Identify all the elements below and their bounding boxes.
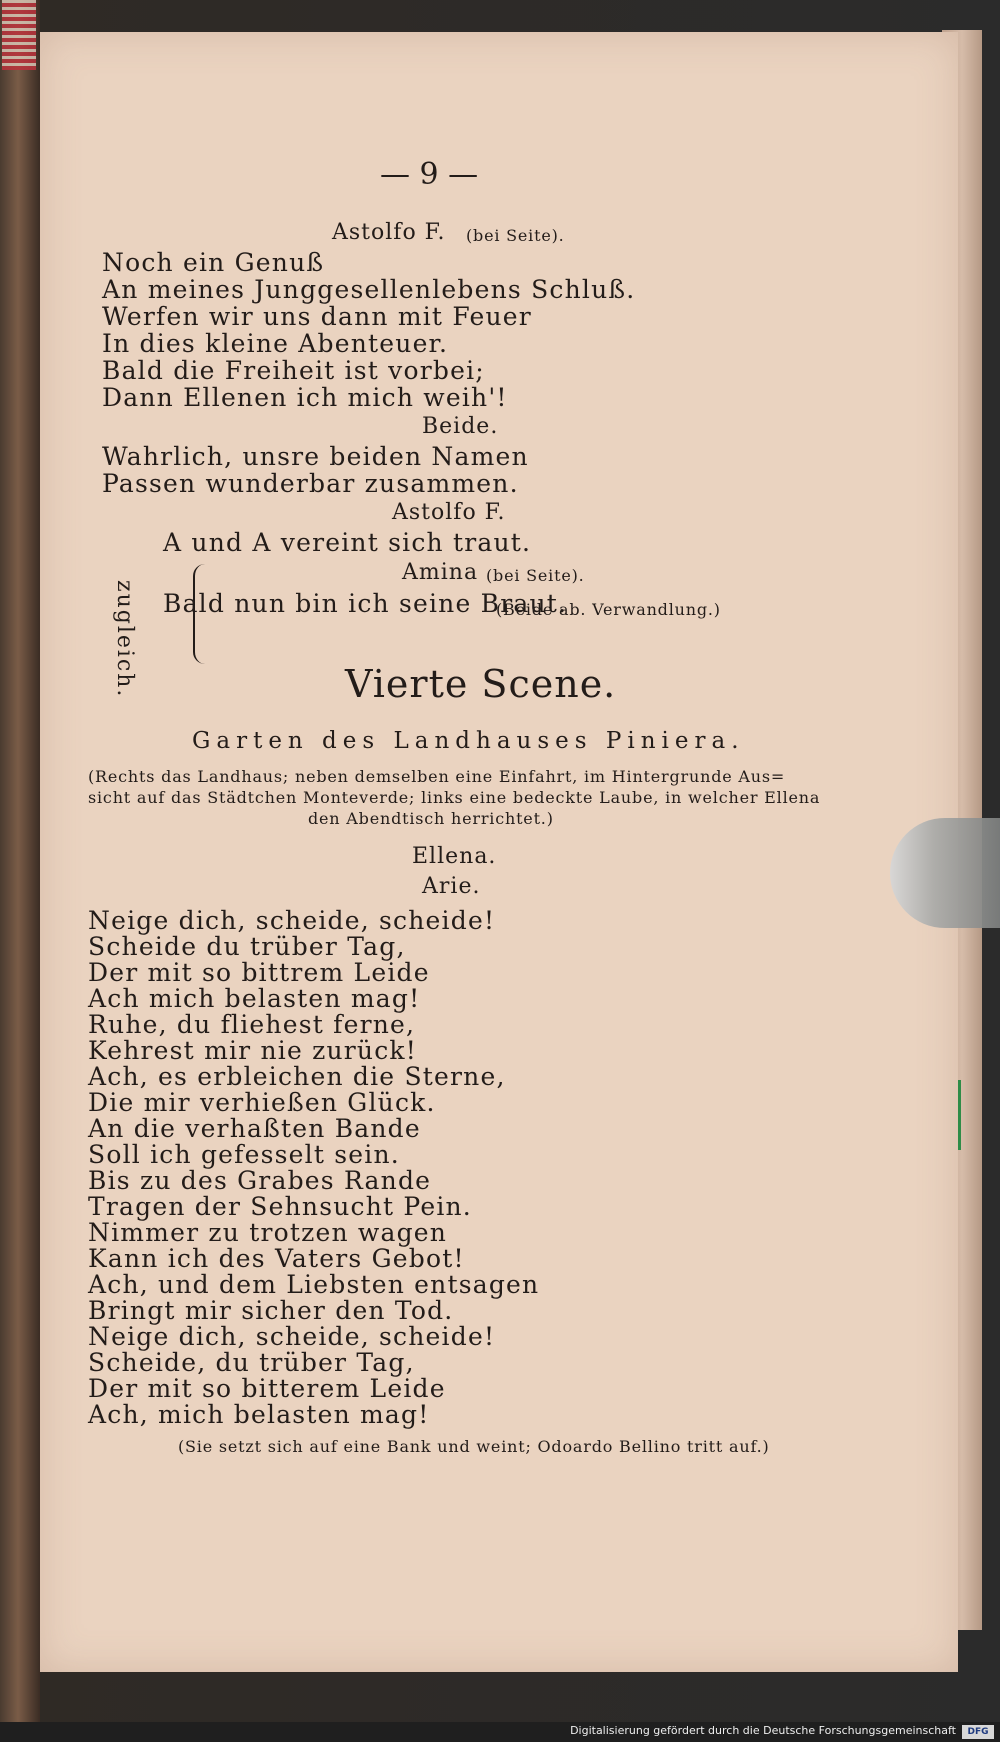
book-binding <box>0 0 40 1742</box>
arie-line: Ach mich belasten mag! <box>88 984 421 1013</box>
verse-line-amina: Bald nun bin ich seine Braut. <box>163 589 568 618</box>
binding-cloth <box>2 0 36 70</box>
page-number: — 9 — <box>380 157 479 192</box>
arie-line: Soll ich gefesselt sein. <box>88 1140 400 1169</box>
arie-line: Die mir verhießen Glück. <box>88 1088 436 1117</box>
arie-line: Ach, und dem Liebsten entsagen <box>88 1270 540 1299</box>
verse-line: Passen wunderbar zusammen. <box>102 469 519 498</box>
arie-label: Arie. <box>422 874 481 899</box>
arie-line: Der mit so bittrem Leide <box>88 958 430 987</box>
stage-direction-final: (Sie setzt sich auf eine Bank und weint; Odoardo Bellino tritt auf.) <box>178 1437 770 1456</box>
arie-line: Kann ich des Vaters Gebot! <box>88 1244 465 1273</box>
arie-line: Bringt mir sicher den Tod. <box>88 1296 454 1325</box>
speaker-astolfo-aside: Astolfo F. <box>332 220 446 245</box>
verse-line: Bald die Freiheit ist vorbei; <box>102 356 485 385</box>
speaker-ellena: Ellena. <box>412 844 497 869</box>
arie-line: Neige dich, scheide, scheide! <box>88 906 496 935</box>
speaker-astolfo: Astolfo F. <box>392 500 506 525</box>
verse-line: In dies kleine Abenteuer. <box>102 329 449 358</box>
arie-line: Bis zu des Grabes Rande <box>88 1166 432 1195</box>
zugleich-label: zugleich. <box>112 580 137 699</box>
dfg-logo: DFG <box>962 1725 994 1739</box>
speaker-amina: Amina <box>402 560 479 585</box>
scene-direction-line: den Abendtisch herrichtet.) <box>308 809 554 828</box>
verse-line: Wahrlich, unsre beiden Namen <box>102 442 529 471</box>
scene-direction-line: sicht auf das Städtchen Monteverde; links eine bedeckte Laube, in welcher Ellena <box>88 788 821 807</box>
arie-line: An die verhaßten Bande <box>88 1114 421 1143</box>
verse-line: Werfen wir uns dann mit Feuer <box>102 302 532 331</box>
page-clip <box>890 818 1000 928</box>
book-page <box>40 32 958 1672</box>
stage-direction-exit: (Beide ab. Verwandlung.) <box>496 600 721 619</box>
stage-direction-amina: (bei Seite). <box>486 566 585 585</box>
arie-line: Kehrest mir nie zurück! <box>88 1036 418 1065</box>
verse-line-astolfo: A und A vereint sich traut. <box>163 528 532 557</box>
verse-line: Dann Ellenen ich mich weih'! <box>102 383 508 412</box>
scene-direction-line: (Rechts das Landhaus; neben demselben eine Einfahrt, im Hintergrunde Aus= <box>88 767 786 786</box>
scene-location: Garten des Landhauses Piniera. <box>192 728 745 754</box>
arie-line: Scheide, du trüber Tag, <box>88 1348 415 1377</box>
arie-line: Tragen der Sehnsucht Pein. <box>88 1192 472 1221</box>
speaker-beide: Beide. <box>422 414 499 439</box>
arie-line: Scheide du trüber Tag, <box>88 932 406 961</box>
verse-line: Noch ein Genuß <box>102 248 325 277</box>
arie-line: Nimmer zu trotzen wagen <box>88 1218 448 1247</box>
arie-line: Ruhe, du fliehest ferne, <box>88 1010 416 1039</box>
arie-line: Ach, es erbleichen die Sterne, <box>88 1062 506 1091</box>
stage-direction-aside: (bei Seite). <box>466 226 565 245</box>
arie-line: Neige dich, scheide, scheide! <box>88 1322 496 1351</box>
arie-line: Ach, mich belasten mag! <box>88 1400 430 1429</box>
scene-title: Vierte Scene. <box>345 662 617 706</box>
footer-credit: Digitalisierung gefördert durch die Deutsche Forschungsgemeinschaft <box>570 1724 956 1737</box>
verse-line: An meines Junggesellenlebens Schluß. <box>102 275 636 304</box>
arie-line: Der mit so bitterem Leide <box>88 1374 446 1403</box>
footer-bar <box>0 1722 1000 1742</box>
